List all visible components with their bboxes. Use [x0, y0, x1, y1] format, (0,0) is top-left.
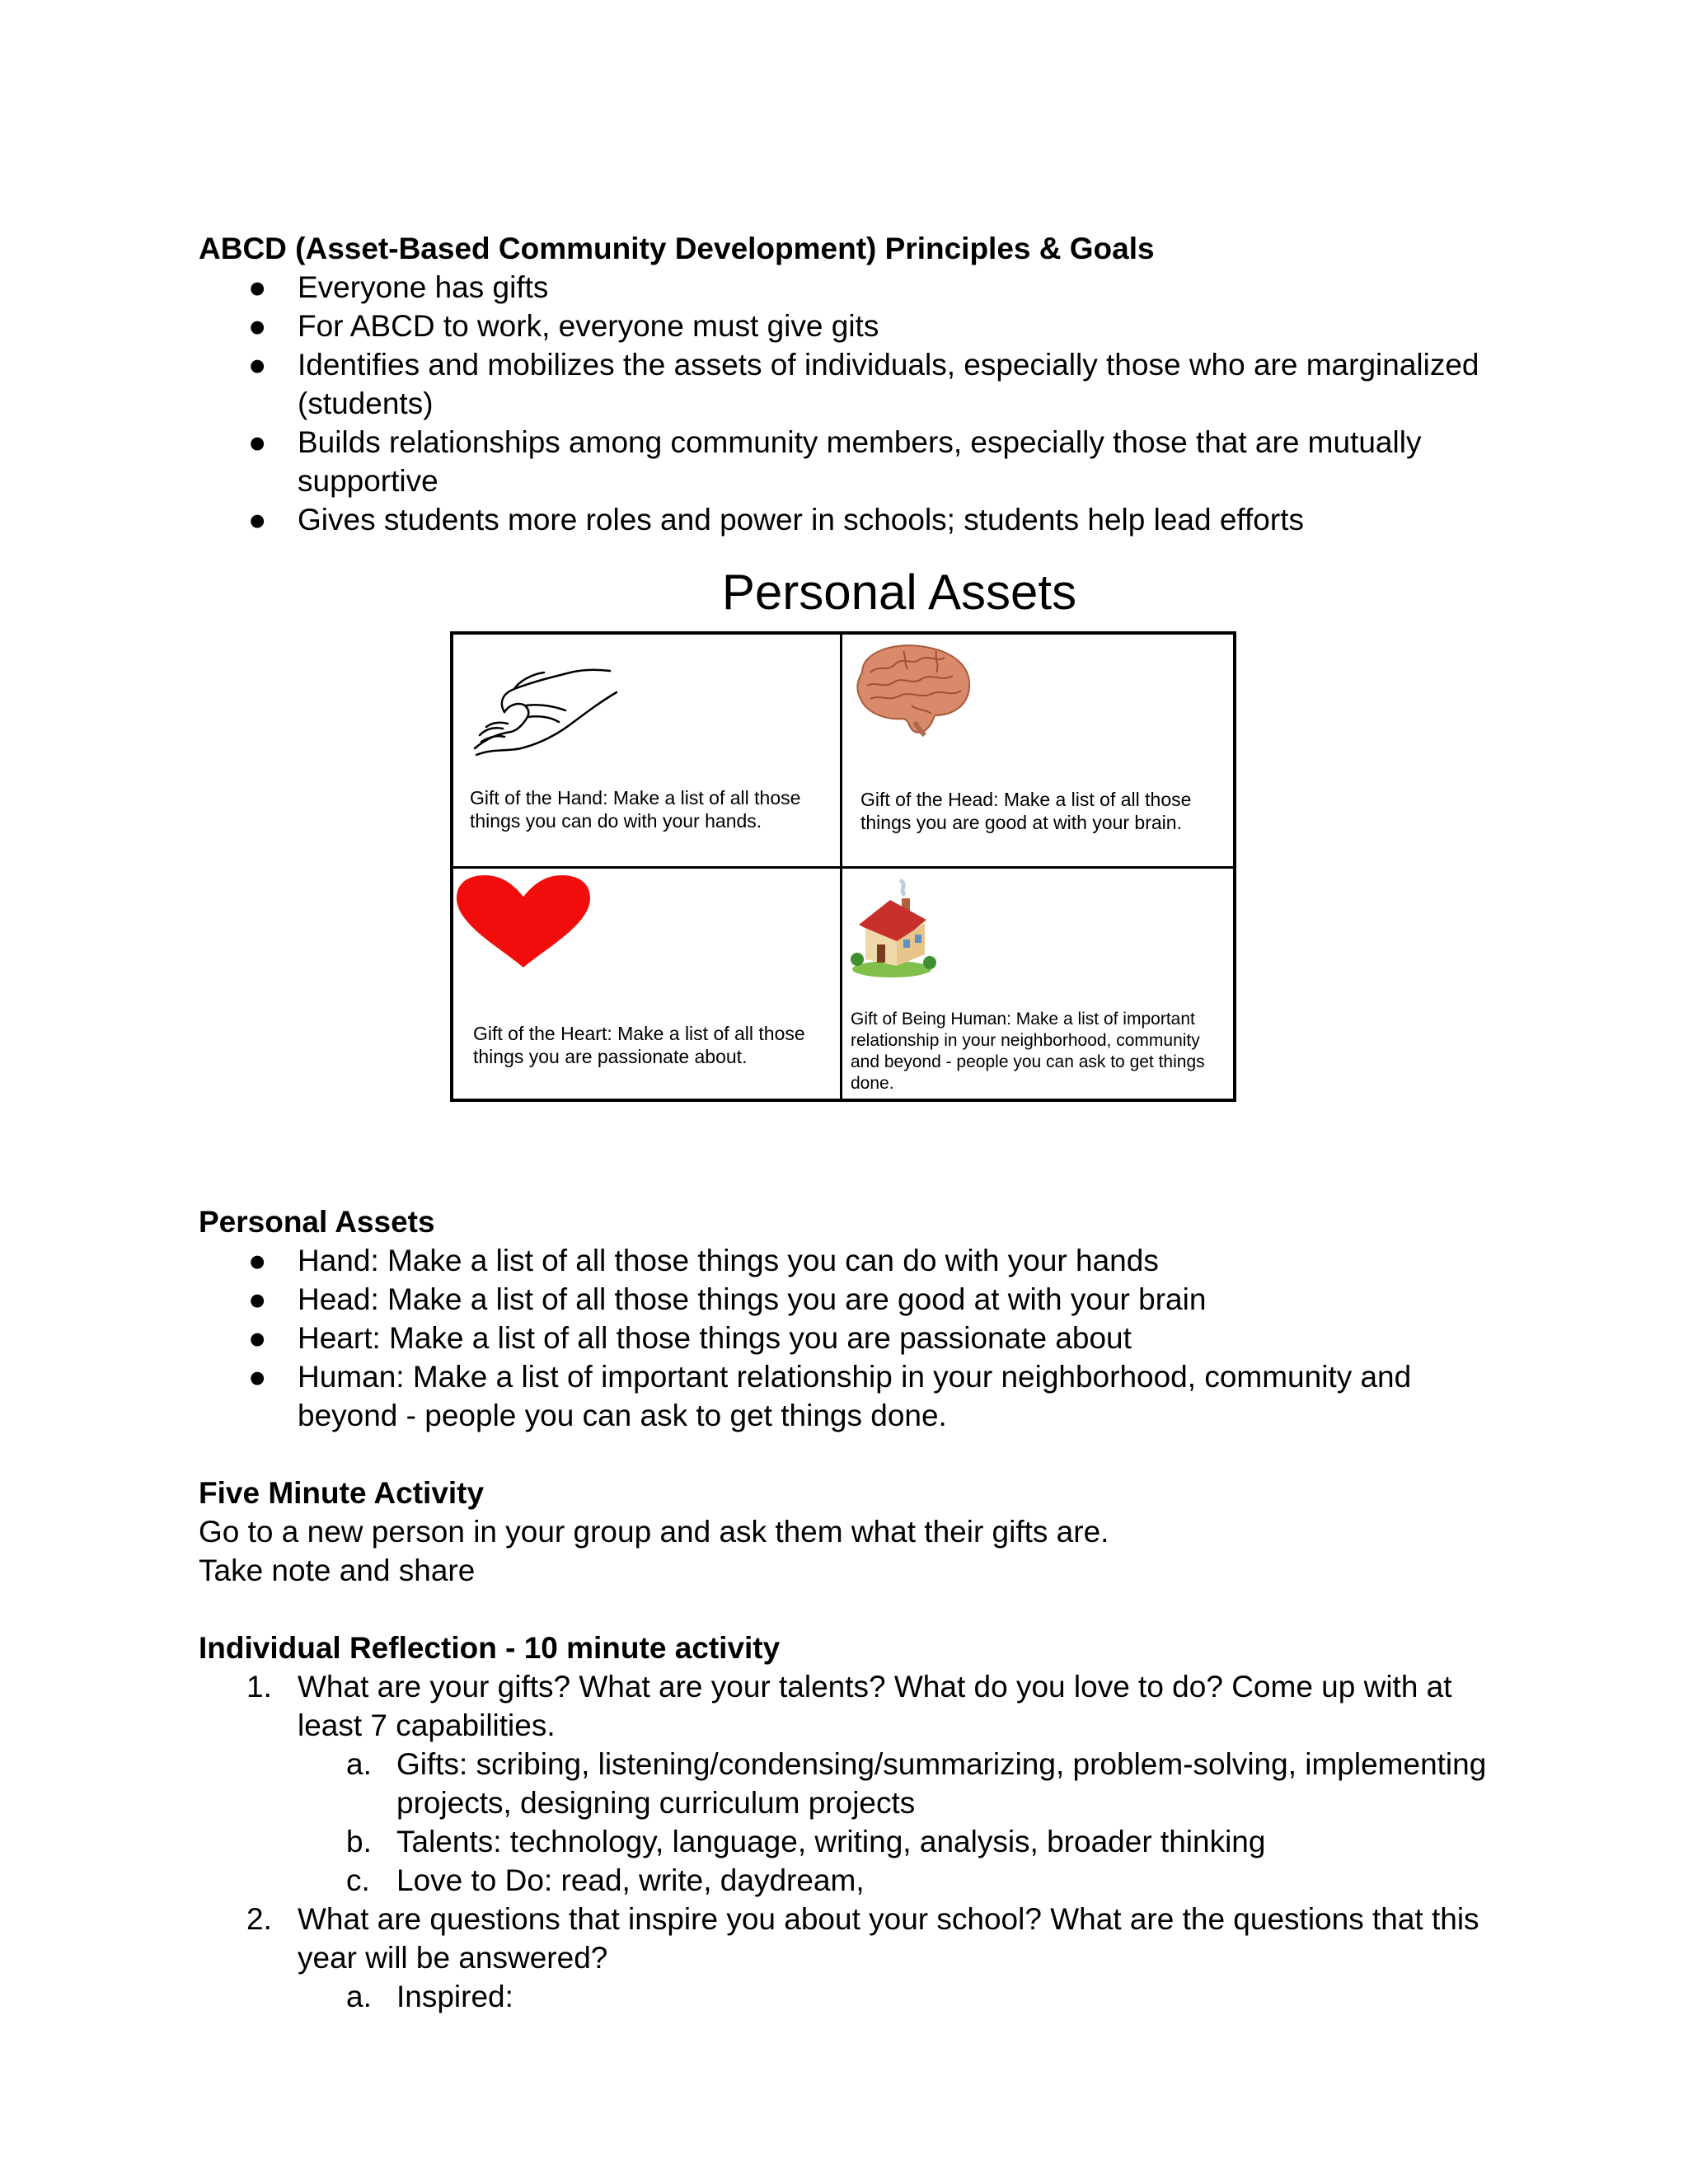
hand-icon: [468, 656, 633, 771]
gift-hand-text: Gift of the Hand: Make a list of all those things you can do with your hands.: [470, 787, 801, 832]
sub-list-item-text: Love to Do: read, write, daydream,: [396, 1863, 865, 1897]
bullet-icon: ●: [248, 1282, 267, 1316]
gift-heart-text: Gift of the Heart: Make a list of all those things you are passionate about.: [473, 1023, 805, 1067]
list-item: [199, 1900, 1517, 2016]
reflection-list: [199, 1667, 1517, 2016]
gift-head-cell: [842, 635, 1233, 869]
figure-title: Personal Assets: [721, 565, 1077, 620]
list-letter: a.: [346, 1980, 372, 2013]
principles-heading: ABCD (Asset-Based Community Development) Principles & Goals: [199, 232, 1155, 265]
sub-list-item-text: Inspired:: [396, 1980, 513, 2013]
document-page: [199, 229, 1517, 2016]
personal-assets-figure: [199, 555, 1517, 1169]
bullet-icon: ●: [248, 309, 267, 343]
heart-icon: [453, 874, 593, 971]
sub-list-item-text: Gifts: scribing, listening/condensing/summarizing, problem-solving, implementing projects, designing curriculum projects: [396, 1747, 1487, 1820]
list-item-text: For ABCD to work, everyone must give gits: [298, 309, 879, 343]
list-item: [199, 423, 1517, 500]
list-item-text: Heart: Make a list of all those things you are passionate about: [298, 1321, 1132, 1355]
list-item-text: Builds relationships among community members, especially those that are mutually supportive: [298, 425, 1422, 498]
list-item-text: What are your gifts? What are your talents? What do you love to do? Come up with at least 7 capabilities.: [298, 1670, 1452, 1742]
personal-assets-list: [199, 1241, 1517, 1435]
sub-list-item: [199, 1745, 1517, 1822]
list-number: 1.: [246, 1670, 272, 1704]
sub-list-item: [199, 1977, 1517, 2016]
list-letter: b.: [346, 1825, 372, 1858]
bullet-icon: ●: [248, 1244, 267, 1277]
list-item-text: Hand: Make a list of all those things you can do with your hands: [298, 1244, 1159, 1277]
list-item-text: Everyone has gifts: [298, 270, 549, 304]
gift-human-cell: [842, 869, 1233, 1099]
list-item-text: What are questions that inspire you about your school? What are the questions that this year will be answered?: [298, 1902, 1479, 1975]
list-item: [199, 1280, 1517, 1319]
sub-list-item: [199, 1822, 1517, 1861]
sub-list-item: [199, 1861, 1517, 1900]
list-item: [199, 1357, 1517, 1435]
list-item: [199, 307, 1517, 345]
bullet-icon: ●: [248, 1360, 267, 1394]
bullet-icon: ●: [248, 270, 267, 304]
assets-grid: [450, 631, 1236, 1102]
sub-list-item-text: Talents: technology, language, writing, analysis, broader thinking: [396, 1825, 1266, 1858]
list-item-text: Gives students more roles and power in schools; students help lead efforts: [298, 503, 1304, 537]
list-item-text: Identifies and mobilizes the assets of individuals, especially those who are marginalized (students): [298, 348, 1479, 420]
list-item: [199, 1667, 1517, 1900]
reflection-heading: Individual Reflection - 10 minute activity: [199, 1631, 781, 1665]
gift-head-text: Gift of the Head: Make a list of all those things you are good at with your brain.: [860, 789, 1192, 833]
bullet-icon: ●: [248, 348, 267, 382]
bullet-icon: ●: [248, 503, 267, 537]
principles-list: [199, 268, 1517, 539]
list-item: [199, 500, 1517, 539]
list-item-text: Head: Make a list of all those things you are good at with your brain: [298, 1282, 1207, 1316]
list-letter: a.: [346, 1747, 372, 1781]
list-letter: c.: [346, 1863, 370, 1897]
five-minute-heading: Five Minute Activity: [199, 1476, 485, 1510]
five-minute-line: Take note and share: [199, 1554, 476, 1587]
five-minute-line: Go to a new person in your group and ask them what their gifts are.: [199, 1515, 1109, 1549]
sub-list: [298, 1745, 1517, 1900]
gift-hand-cell: [453, 635, 842, 869]
list-item: [199, 345, 1517, 423]
brain-icon: [846, 640, 978, 747]
sub-list: [298, 1977, 1517, 2016]
list-number: 2.: [246, 1902, 272, 1936]
list-item: [199, 1319, 1517, 1357]
gift-human-text: Gift of Being Human: Make a list of important relationship in your neighborhood, community and beyond - people you can ask to get things done.: [851, 1010, 1205, 1093]
bullet-icon: ●: [248, 1321, 267, 1355]
personal-assets-heading: Personal Assets: [199, 1205, 435, 1239]
list-item: [199, 268, 1517, 307]
house-icon: [851, 877, 941, 984]
gift-heart-cell: [453, 869, 842, 1099]
list-item: [199, 1241, 1517, 1280]
bullet-icon: ●: [248, 425, 267, 459]
list-item-text: Human: Make a list of important relationship in your neighborhood, community and beyond - people you can ask to get things done.: [298, 1360, 1412, 1432]
